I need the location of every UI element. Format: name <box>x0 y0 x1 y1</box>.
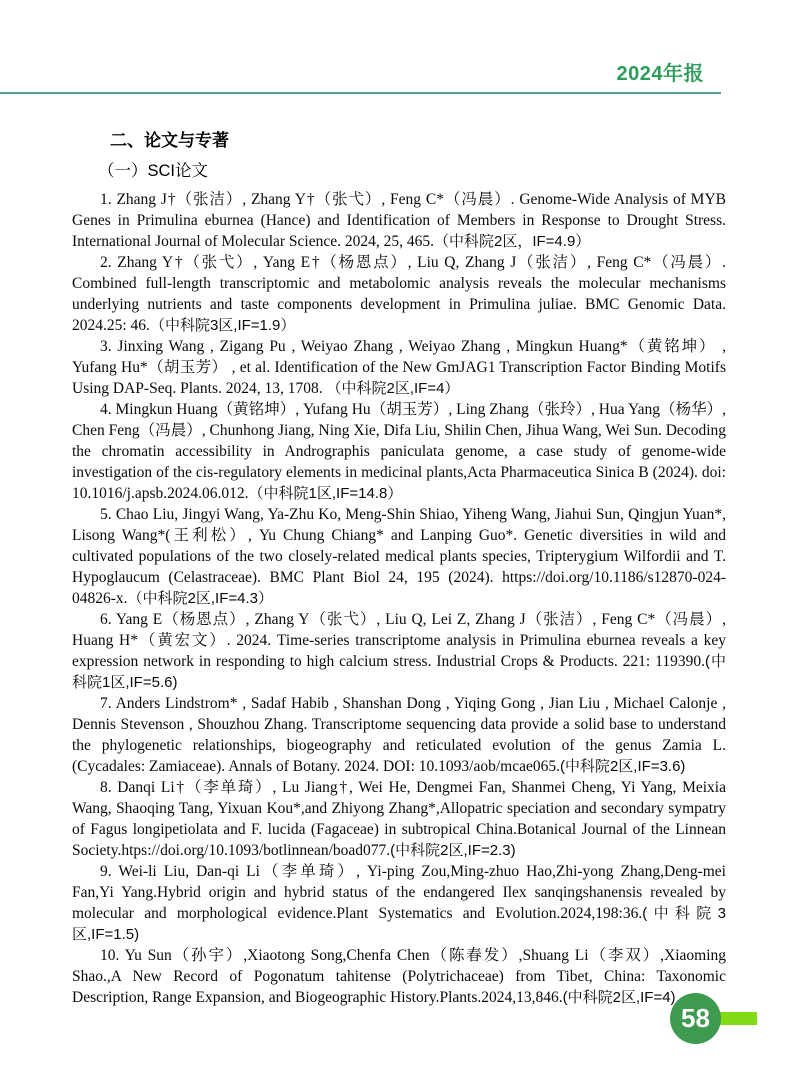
paper-item-9 <box>72 861 726 945</box>
paper-item-2 <box>72 252 726 336</box>
paper-cas-if: (中科院2区,IF=4) <box>562 989 676 1006</box>
paper-cas-if: （中科院2区,IF=4.3） <box>127 590 273 607</box>
paper-citation: 8. Danqi Li†（李单琦）, Lu Jiang†, Wei He, Dengmei Fan, Shanmei Cheng, Yi Yang, Meixia Wang, Shaoqing Tang, Yixuan Kou*,and Zhiyong Zhang*,Allopatric speciation and secondary sympatry of Fagus longipetiolata and F. lucida (Fagaceae) in subtropical China.Botanical Journal of the Linnean Society.htps://doi.org/10.1093/botlinnean/boad077. <box>72 779 726 859</box>
paper-cas-if: (中科院3区,IF=1.5) <box>72 905 726 943</box>
section-heading: 二、论文与专著 <box>110 131 229 150</box>
paper-citation: 5. Chao Liu, Jingyi Wang, Ya-Zhu Ko, Meng-Shin Shiao, Yiheng Wang, Jiahui Sun, Qingjun Yuan*, Lisong Wang*(王利松）, Yu Chung Chiang* and Lanping Guo*. Genetic diversities in wild and cultivated populations of the two closely-related medical plants species, Tripterygium Wilfordii and T. Hypoglaucum (Celastraceae). BMC Plant Biol 24, 195 (2024). https://doi.org/10.1186/s12870-024-04826-x. <box>72 506 726 607</box>
content-area <box>72 126 726 1008</box>
paper-cas-if: （中科院2区,IF=4） <box>326 380 460 397</box>
paper-cas-if: （中科院1区,IF=14.8） <box>248 485 403 502</box>
paper-cas-if: （中科院2区，IF=4.9） <box>434 233 591 250</box>
paper-citation: 10. Yu Sun（孙宇）,Xiaotong Song,Chenfa Chen（陈春发）,Shuang Li（李双）,Xiaoming Shao.,A New Record of Pogonatum tahitense (Polytrichaceae) from Tibet, China: Taxonomic Description, Range Expansion, and Biogeographic History.Plants.2024,13,846. <box>72 947 726 1006</box>
paper-cas-if: (中科院1区,IF=5.6) <box>72 653 726 691</box>
paper-item-3 <box>72 336 726 399</box>
paper-item-4 <box>72 399 726 504</box>
paper-item-7 <box>72 693 726 777</box>
paper-item-10 <box>72 945 726 1008</box>
paper-citation: 6. Yang E（杨恩点）, Zhang Y（张弋）, Liu Q, Lei Z, Zhang J（张洁）, Feng C*（冯晨）, Huang H*（黄宏文）. 2024. Time-series transcriptome analysis in Primulina eburnea reveals a key expression network in responding to high calcium stress. Industrial Crops & Products. 221: 119390. <box>72 611 726 670</box>
header-rule <box>0 92 721 94</box>
paper-item-6 <box>72 609 726 693</box>
paper-citation: 2. Zhang Y†（张弋）, Yang E†（杨恩点）, Liu Q, Zhang J（张洁）, Feng C*（冯晨）. Combined full-length transcriptomic and metabolomic analysis reveals the molecular mechanisms underlying nutrients and taste components development in Primulina juliae. BMC Genomic Data. 2024.25: 46. <box>72 254 726 334</box>
page-number: 58 <box>681 1003 710 1033</box>
paper-citation: 3. Jinxing Wang , Zigang Pu , Weiyao Zhang , Weiyao Zhang , Mingkun Huang*（黄铭坤） , Yufang Hu*（胡玉芳） , et al. Identification of the New GmJAG1 Transcription Factor Binding Motifs Using DAP-Seq. Plants. 2024, 13, 1708. <box>72 338 726 397</box>
paper-item-8 <box>72 777 726 861</box>
paper-citation: 9. Wei-li Liu, Dan-qi Li（李单琦）, Yi-ping Zou,Ming-zhuo Hao,Zhi-yong Zhang,Deng-mei Fan,Yi Yang.Hybrid origin and hybrid status of the endangered Ilex sanqingshanensis revealed by molecular and morphological evidence.Plant Systematics and Evolution.2024,198:36. <box>72 863 726 922</box>
subsection-heading: （一）SCI论文 <box>98 162 209 180</box>
report-year-title: 2024年报 <box>616 63 704 85</box>
paper-item-5 <box>72 504 726 609</box>
paper-cas-if: (中科院2区,IF=3.6) <box>559 758 686 775</box>
paper-citation: 7. Anders Lindstrom* , Sadaf Habib , Shanshan Dong , Yiqing Gong , Jian Liu , Michael Calonje , Dennis Stevenson , Shouzhou Zhang. Transcriptome sequencing data provide a solid base to understand the phylogenetic relationships, biogeography and reticulated evolution of the genus Zamia L. (Cycadales: Zamiaceae). Annals of Botany. 2024. DOI: 10.1093/aob/mcae065. <box>72 695 726 775</box>
paper-citation: 1. Zhang J†（张洁）, Zhang Y†（张弋）, Feng C*（冯晨）. Genome-Wide Analysis of MYB Genes in Primulina eburnea (Hance) and Identification of Members in Response to Drought Stress. International Journal of Molecular Science. 2024, 25, 465. <box>72 191 726 250</box>
paper-item-1 <box>72 189 726 252</box>
paper-citation: 4. Mingkun Huang（黄铭坤）, Yufang Hu（胡玉芳）, Ling Zhang（张玲）, Hua Yang（杨华）, Chen Feng（冯晨）, Chunhong Jiang, Ning Xie, Difa Liu, Shilin Chen, Jihua Wang, Wei Sun. Decoding the chromatin accessibility in Andrographis paniculata genome, a case study of genome-wide investigation of the cis-regulatory elements in medicinal plants,Acta Pharmaceutica Sinica B (2024). doi: 10.1016/j.apsb.2024.06.012. <box>72 401 726 502</box>
paper-cas-if: (中科院2区,IF=2.3) <box>390 842 516 859</box>
page-number-badge <box>670 993 721 1044</box>
paper-cas-if: （中科院3区,IF=1.9） <box>149 317 296 334</box>
